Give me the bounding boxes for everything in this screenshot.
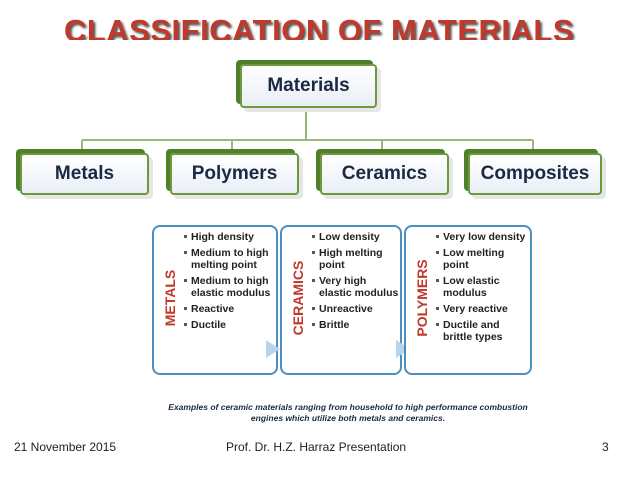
property-item: Very low density	[436, 231, 530, 243]
ceramics-card	[280, 225, 402, 375]
property-item: Reactive	[184, 303, 276, 315]
metals-node: Metals	[20, 153, 149, 195]
arrow-right-icon	[266, 340, 280, 358]
card-side-label: CERAMICS	[290, 260, 306, 336]
property-item: Very reactive	[436, 303, 530, 315]
footer-date: 21 November 2015	[14, 440, 117, 454]
property-item: Unreactive	[312, 303, 400, 315]
footer-page-number: 3	[602, 440, 609, 454]
footer-presenter: Prof. Dr. H.Z. Harraz Presentation	[226, 440, 407, 454]
card-side-label: METALS	[162, 269, 178, 327]
polymers-node: Polymers	[170, 153, 299, 195]
card-side-label: POLYMERS	[414, 259, 430, 337]
materials-node: Materials	[240, 64, 377, 108]
property-item: Low elastic modulus	[436, 275, 530, 299]
property-item: Low melting point	[436, 247, 530, 271]
composites-node: Composites	[468, 153, 602, 195]
property-item: Brittle	[312, 319, 400, 331]
polymers-card	[404, 225, 532, 375]
property-item: Medium to high elastic modulus	[184, 275, 276, 299]
polymers-properties	[436, 231, 530, 347]
metals-properties	[184, 231, 276, 335]
property-item: High density	[184, 231, 276, 243]
property-item: Medium to high melting point	[184, 247, 276, 271]
property-item: Ductile	[184, 319, 276, 331]
slide-title: CLASSIFICATION OF MATERIALS	[63, 13, 575, 40]
ceramics-properties	[312, 231, 400, 335]
property-item: Ductile and brittle types	[436, 319, 530, 343]
property-item: Very high elastic modulus	[312, 275, 400, 299]
property-item: Low density	[312, 231, 400, 243]
property-item: High melting point	[312, 247, 400, 271]
figure-caption: Examples of ceramic materials ranging from household to high performance combustion engines which utilize both metals and ceramics.	[168, 402, 528, 423]
ceramics-node: Ceramics	[320, 153, 449, 195]
metals-card	[152, 225, 278, 375]
